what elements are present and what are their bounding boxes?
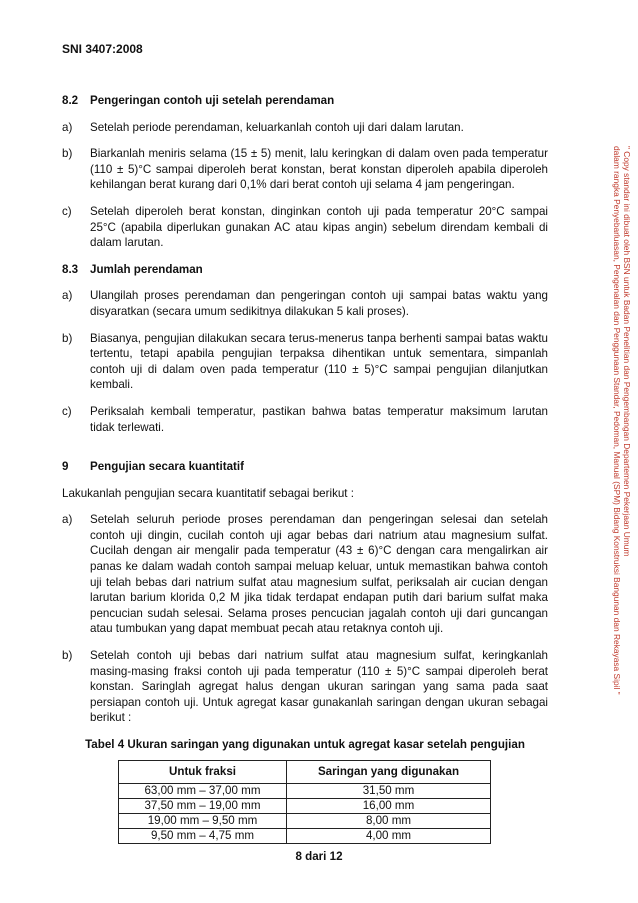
watermark-line-1: " Copy standar ini dibuat oleh BSN untuk Badan Penelitian dan Pengembangan Departemen Pekerjaan Umum (622, 146, 632, 557)
list-item (62, 648, 548, 726)
list-label: b) (62, 147, 73, 161)
list-text: Setelah seluruh periode proses perendaman dan pengeringan selesai dan setelah contoh uji dingin, cucilah contoh uji agar bebas dari natrium atau magnesium sulfat. Cucilah dengan air mengalir pada temperatur (43 ± 6)°C dengan cara mengalirkan air panas ke dalam wadah contoh sampai meluap keluar, untuk memastikan bahwa contoh uji telah bebas dari natrium sulfat atau magnesium sulfat, periksalah air cucian dengan larutan barium klorida 0,2 M jika tidak terdapat endapan putih dari barium sulfat maka pencucian sudah selesai. Selama proses pencucian jagalah contoh uji dari guncangan atau tumbukan yang dapat membuat pecah atau retaknya contoh uji. (90, 513, 548, 636)
list-label: b) (62, 649, 73, 663)
page-number: 8 dari 12 (295, 850, 343, 863)
list-label: b) (62, 331, 73, 345)
list-text: Ulangilah proses perendaman dan pengeringan contoh uji sampai batas waktu yang disyaratkan (secara umum sedikitnya dilakukan 5 kali proses). (90, 289, 548, 318)
section-9-heading (62, 459, 548, 475)
section-number: 8.2 (62, 94, 79, 107)
table-cell: 9,50 mm – 4,75 mm (119, 828, 287, 843)
sieve-size-table (118, 760, 491, 844)
table-cell: 4,00 mm (286, 828, 490, 843)
section-8-2-heading (62, 93, 548, 109)
copyright-watermark (612, 146, 632, 786)
list-item (62, 404, 548, 435)
list-text: Biarkanlah meniris selama (15 ± 5) menit, lalu keringkan di dalam oven pada temperatur (110 ± 5)°C sampai diperoleh berat konstan, berat konstan diperoleh apabila diperoleh kehilangan berat kurang dari 0,1% dari berat contoh uji selama 4 jam pengeringan. (90, 147, 548, 192)
column-header: Untuk fraksi (119, 760, 287, 783)
list-label: a) (62, 289, 73, 303)
section-title: Pengujian secara kuantitatif (90, 460, 244, 474)
list-text: Periksalah kembali temperatur, pastikan bahwa batas temperatur maksimum larutan tidak terlewati. (90, 404, 548, 434)
table-cell: 31,50 mm (286, 783, 490, 798)
table-cell: 8,00 mm (286, 813, 490, 828)
list-text: Setelah contoh uji bebas dari natrium sulfat atau magnesium sulfat, keringkanlah masing-masing fraksi contoh uji pada temperatur (110 ± 5)°C sampai diperoleh berat konstan. Saringlah agregat halus dengan ukuran saringan yang sama pada saat persiapan contoh uji. Untuk agregat kasar gunakanlah saringan dengan ukuran sebagai berikut : (90, 649, 548, 725)
list-item (62, 331, 548, 393)
section-title: Pengeringan contoh uji setelah perendaman (90, 94, 335, 107)
list-label: a) (62, 120, 73, 134)
list-label: c) (62, 404, 72, 418)
list-text: Setelah periode perendaman, keluarkanlah contoh uji dari dalam larutan. (90, 120, 464, 134)
section-intro: Lakukanlah pengujian secara kuantitatif sebagai berikut : (62, 486, 354, 500)
list-label: c) (62, 204, 72, 218)
list-item (62, 288, 548, 319)
watermark-line-2: dalam rangka Penyebarluasan, Pengenalan dan Penggunaan Standar, Pedoman, Manual (SPM) Bidang Konstruksi Bangunan dan Rekayasa Sipil " (612, 146, 622, 695)
list-item (62, 146, 548, 193)
document-id: SNI 3407:2008 (62, 42, 143, 56)
column-header: Saringan yang digunakan (286, 760, 490, 783)
list-label: a) (62, 513, 73, 527)
table-cell: 16,00 mm (286, 798, 490, 813)
table-row (119, 783, 491, 798)
page-content (62, 93, 548, 844)
table-header-row (119, 760, 491, 783)
list-text: Setelah diperoleh berat konstan, dinginkan contoh uji pada temperatur 20°C sampai 25°C (apabila diperlukan gunakan AC atau kipas angin) sebelum direndam kembali di dalam larutan. (90, 204, 548, 250)
section-title: Jumlah perendaman (90, 262, 203, 276)
section-number: 9 (62, 460, 69, 474)
list-item (62, 204, 548, 251)
section-number: 8.3 (62, 262, 79, 276)
table-row (119, 828, 491, 843)
section-8-3-heading (62, 262, 548, 278)
table-caption: Tabel 4 Ukuran saringan yang digunakan untuk agregat kasar setelah pengujian (85, 738, 525, 751)
table-cell: 37,50 mm – 19,00 mm (119, 798, 287, 813)
table-cell: 63,00 mm – 37,00 mm (119, 783, 287, 798)
table-row (119, 813, 491, 828)
list-item (62, 120, 548, 136)
table-row (119, 798, 491, 813)
list-text: Biasanya, pengujian dilakukan secara terus-menerus tanpa berhenti sampai batas waktu tertentu, tetapi apabila pengujian terpaksa dihentikan untuk sementara, simpanlah contoh uji di dalam oven pada temperatur (110 ± 5)°C sampai pengujian dilanjutkan kembali. (90, 331, 548, 392)
table-cell: 19,00 mm – 9,50 mm (119, 813, 287, 828)
list-item (62, 512, 548, 637)
